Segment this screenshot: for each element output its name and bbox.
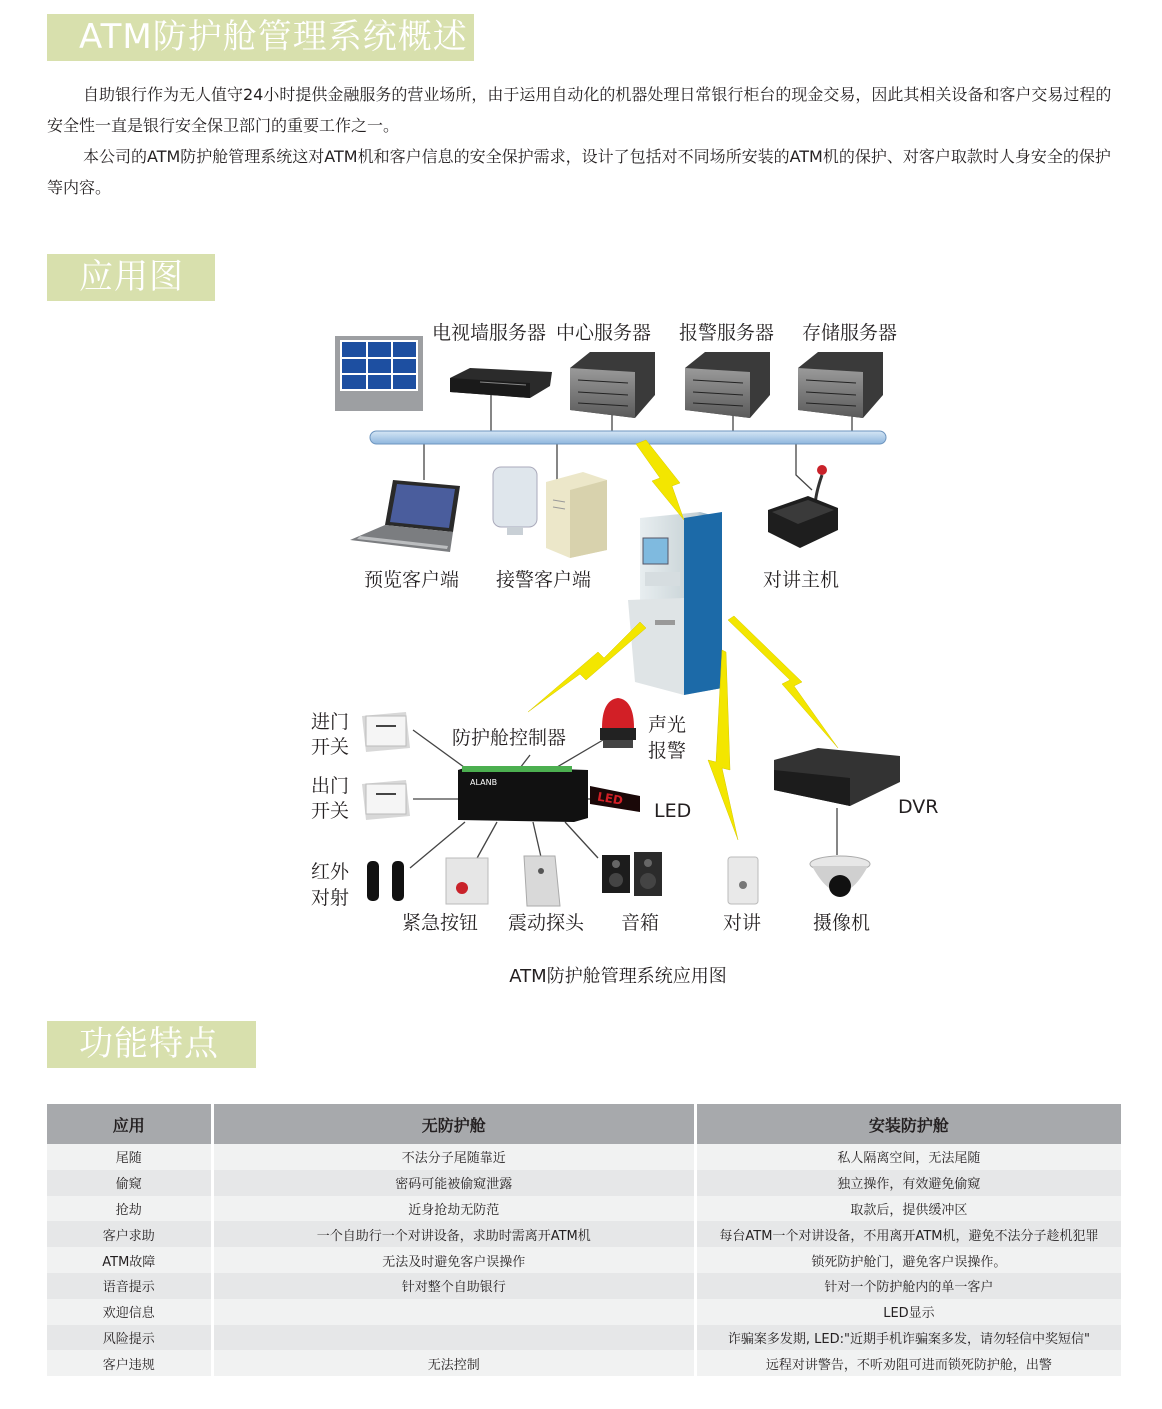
camera-label: 摄像机 [813, 912, 871, 934]
table-row [47, 1350, 1121, 1376]
table-cell: 远程对讲警告，不听劝阻可进而锁死防护舱，出警 [697, 1350, 1121, 1376]
led-sign-icon [590, 786, 640, 812]
table-cell: 尾随 [47, 1144, 211, 1170]
protection-controller-icon [458, 766, 588, 822]
table-row [47, 1196, 1121, 1222]
table-cell: 针对整个自助银行 [214, 1273, 694, 1299]
entry-switch-icon [362, 712, 410, 752]
table-cell: 抢劫 [47, 1196, 211, 1222]
table-cell: 独立操作，有效避免偷窥 [697, 1170, 1121, 1196]
center-server-icon [570, 352, 655, 418]
center-server-label: 中心服务器 [556, 322, 652, 344]
exit-switch-label-line2: 开关 [311, 800, 350, 822]
entry-switch-label-line1: 进门 [311, 711, 350, 733]
lightning-atm-controller [528, 622, 646, 712]
storage-server-icon [798, 352, 883, 418]
led-sign-text: LED [596, 789, 625, 808]
lightning-atm-dvr [728, 616, 838, 748]
features-section-title: 功能特点 [47, 1021, 256, 1068]
tv-wall-server-icon [450, 368, 552, 398]
table-row [47, 1299, 1121, 1325]
table-cell: 一个自助行一个对讲设备，求助时需离开ATM机 [214, 1221, 694, 1247]
desktop-pc-icon [546, 472, 607, 558]
tv-wall-icon [335, 336, 423, 411]
tv-wall-server-label: 电视墙服务器 [432, 322, 547, 344]
emergency-button-icon [446, 858, 488, 904]
led-label: LED [654, 800, 692, 822]
table-row [47, 1221, 1121, 1247]
table-cell: 密码可能被偷窥泄露 [214, 1170, 694, 1196]
lightning-bus-atm [636, 440, 684, 520]
table-cell: 不法分子尾随靠近 [214, 1144, 694, 1170]
header-with-cabin: 安装防护舱 [697, 1104, 1121, 1144]
application-diagram [300, 310, 960, 1000]
atm-icon [628, 512, 722, 695]
table-cell: ATM故障 [47, 1247, 211, 1273]
emergency-button-label: 紧急按钮 [402, 912, 479, 934]
table-row [47, 1170, 1121, 1196]
table-cell: 私人隔离空间，无法尾随 [697, 1144, 1121, 1170]
alarm-client-label: 接警客户端 [496, 569, 592, 591]
speaker-icon [602, 852, 662, 896]
table-cell: LED显示 [697, 1299, 1121, 1325]
diagram-section-title: 应用图 [47, 254, 215, 301]
table-cell: 锁死防护舱门，避免客户误操作。 [697, 1247, 1121, 1273]
intercom-icon [728, 857, 758, 904]
feature-comparison-table [44, 1104, 1124, 1376]
header-application: 应用 [47, 1104, 211, 1144]
laptop-icon [350, 480, 460, 552]
table-cell: 风险提示 [47, 1325, 211, 1351]
dvr-icon [774, 748, 900, 806]
controller-brand-label: ALANB [470, 778, 498, 787]
storage-server-label: 存储服务器 [802, 322, 898, 344]
table-cell: 客户违规 [47, 1350, 211, 1376]
siren-label-line1: 声光 [648, 714, 687, 736]
overview-section-title: ATM防护舱管理系统概述 [47, 14, 474, 61]
header-without-cabin: 无防护舱 [214, 1104, 694, 1144]
infrared-beam-icon [367, 861, 404, 901]
siren-icon [600, 698, 636, 748]
table-cell [214, 1325, 694, 1351]
table-cell: 无法控制 [214, 1350, 694, 1376]
table-cell: 偷窥 [47, 1170, 211, 1196]
alarm-server-icon [685, 352, 770, 418]
table-cell: 客户求助 [47, 1221, 211, 1247]
entry-switch-label-line2: 开关 [311, 736, 350, 758]
table-cell: 近身抢劫无防范 [214, 1196, 694, 1222]
table-cell: 无法及时避免客户误操作 [214, 1247, 694, 1273]
monitor-icon [493, 467, 537, 535]
vibration-probe-label: 震动探头 [508, 912, 585, 934]
table-cell [214, 1299, 694, 1325]
diagram-caption: ATM防护舱管理系统应用图 [509, 966, 727, 987]
table-row [47, 1325, 1121, 1351]
overview-paragraph-1: 自助银行作为无人值守24小时提供金融服务的营业场所，由于运用自动化的机器处理日常银行柜台的现金交易，因此其相关设备和客户交易过程的安全性一直是银行安全保卫部门的重要工作之一。 [47, 85, 1112, 135]
vibration-probe-icon [524, 856, 560, 906]
intercom-host-icon [768, 465, 838, 548]
table-cell: 取款后，提供缓冲区 [697, 1196, 1121, 1222]
exit-switch-label-line1: 出门 [311, 775, 350, 797]
dvr-label: DVR [898, 796, 939, 818]
siren-label-line2: 报警 [648, 740, 687, 762]
table-row [47, 1273, 1121, 1299]
exit-switch-icon [362, 780, 410, 820]
table-cell: 欢迎信息 [47, 1299, 211, 1325]
network-bus [370, 431, 886, 444]
speaker-label: 音箱 [621, 912, 660, 934]
preview-client-label: 预览客户端 [364, 569, 460, 591]
table-cell: 每台ATM一个对讲设备，不用离开ATM机，避免不法分子趁机犯罪 [697, 1221, 1121, 1247]
table-cell: 语音提示 [47, 1273, 211, 1299]
overview-paragraph-2: 本公司的ATM防护舱管理系统这对ATM机和客户信息的安全保护需求，设计了包括对不同场所安装的ATM机的保护、对客户取款时人身安全的保护等内容。 [47, 147, 1111, 197]
table-row [47, 1144, 1121, 1170]
table-cell: 针对一个防护舱内的单一客户 [697, 1273, 1121, 1299]
alarm-server-label: 报警服务器 [679, 322, 775, 344]
intercom-host-label: 对讲主机 [763, 569, 840, 591]
table-row [47, 1247, 1121, 1273]
infrared-label-line2: 对射 [311, 887, 350, 909]
dome-camera-icon [810, 856, 870, 897]
table-cell: 诈骗案多发期, LED:"近期手机诈骗案多发，请勿轻信中奖短信" [697, 1325, 1121, 1351]
infrared-label-line1: 红外 [311, 861, 350, 883]
intercom-label: 对讲 [723, 912, 762, 934]
controller-label: 防护舱控制器 [452, 727, 567, 749]
